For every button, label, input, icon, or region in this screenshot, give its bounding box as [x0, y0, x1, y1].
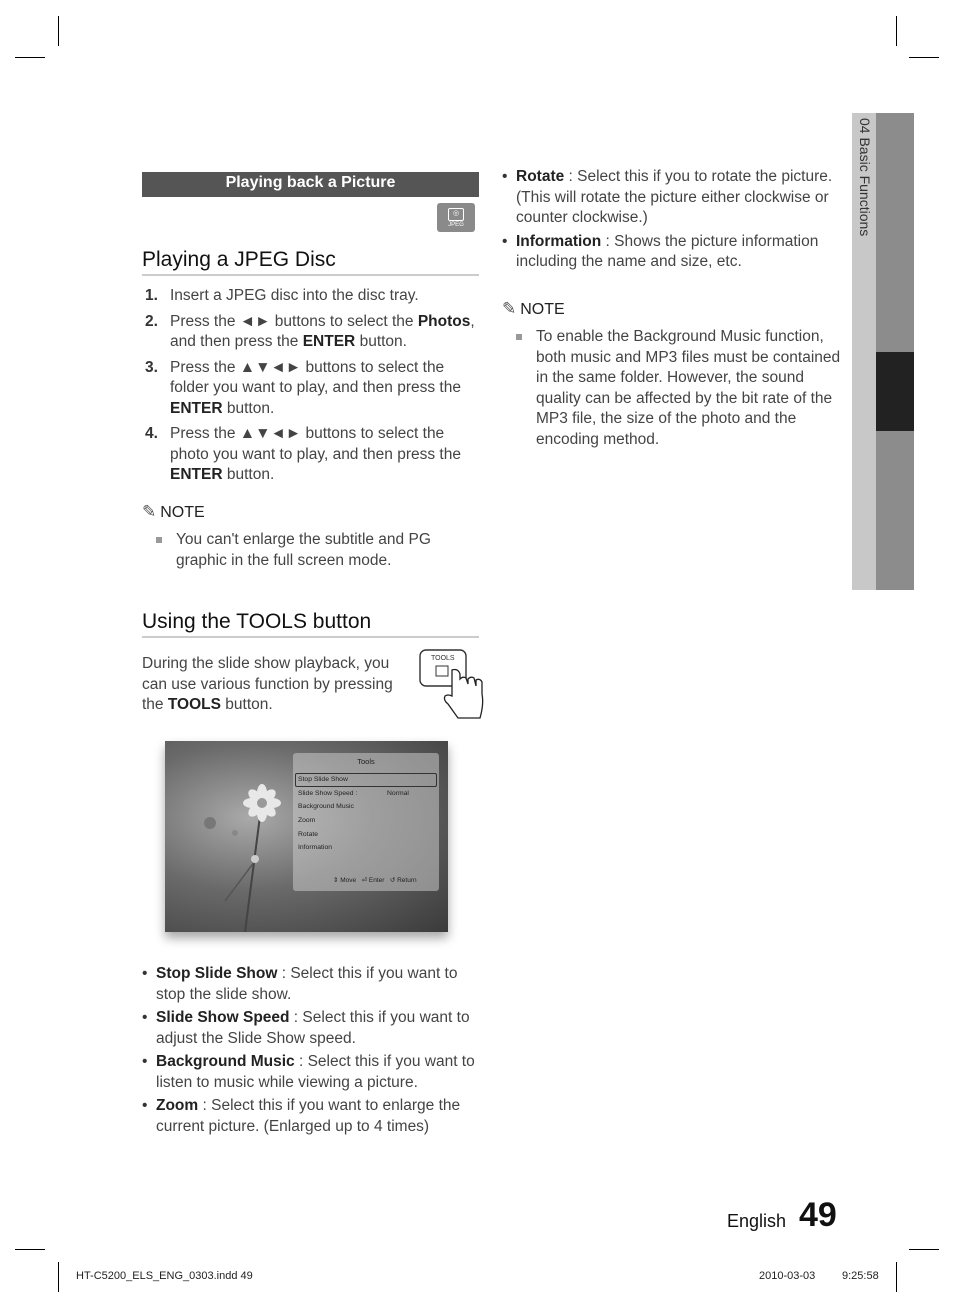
pencil-icon: ✎ [502, 299, 517, 318]
crop-mark [58, 1262, 59, 1292]
list-item: • Background Music : Select this if you want to listen to music while viewing a picture. [142, 1053, 475, 1091]
page-language: English [727, 1211, 787, 1231]
tools-paragraph: During the slide show playback, you can use various function by pressing the TOOLS button. [142, 655, 393, 713]
tools-menu-item[interactable]: Rotate [298, 831, 319, 838]
page-number: 49 [799, 1196, 837, 1234]
square-bullet-icon [516, 334, 522, 340]
list-item: • Slide Show Speed : Select this if you want to adjust the Slide Show speed. [142, 1009, 470, 1047]
note-heading: ✎ NOTE [142, 502, 205, 521]
steps-list [142, 286, 482, 491]
jpeg-badge-label: JPEG [448, 222, 464, 228]
pencil-icon: ✎ [142, 502, 157, 521]
tools-options-list-continued [502, 167, 842, 276]
enter-icon: ⏎ [361, 877, 368, 884]
tools-menu-panel [293, 753, 439, 891]
jpeg-disc-icon: ◎ JPEG [437, 203, 475, 232]
crop-mark [909, 57, 939, 58]
note-item: To enable the Background Music function, both music and MP3 files must be contained in the same folder. However, the sound quality can be affected by the bit rate of the MP3 file, the size of the photo and the encoding method. [536, 327, 844, 450]
tools-button-label: TOOLS [431, 655, 455, 662]
note-heading: ✎ NOTE [502, 299, 565, 318]
list-item: • Information : Shows the picture information including the name and size, etc. [502, 232, 819, 270]
crop-mark [896, 1262, 897, 1292]
heading-tools-button: Using the TOOLS button [142, 610, 479, 638]
footer-date: 2010-03-03 [759, 1270, 816, 1282]
step-item: 3. Press the ▲▼◄► buttons to select the folder you want to play, and then press the ENTER button. [145, 358, 461, 417]
tools-menu-item[interactable]: Background Music [298, 803, 354, 810]
tools-menu-item[interactable]: Stop Slide Show [298, 776, 348, 783]
section-bar: Playing back a Picture [142, 172, 479, 197]
square-bullet-icon [156, 537, 162, 543]
tools-menu-speed-value: Normal [387, 790, 409, 797]
tools-menu-item[interactable]: Information [298, 844, 333, 851]
step-item: 2. Press the ◄► buttons to select the Photos, and then press the ENTER button. [145, 312, 475, 350]
list-item: • Stop Slide Show : Select this if you want to stop the slide show. [142, 965, 458, 1003]
list-item: • Zoom : Select this if you want to enlarge the current picture. (Enlarged up to 4 times) [142, 1097, 461, 1135]
step-item: 4. Press the ▲▼◄► buttons to select the photo you want to play, and then press the ENTER button. [145, 425, 461, 483]
tools-menu-item[interactable]: Slide Show Speed : [298, 790, 358, 797]
tools-menu-title: Tools [357, 757, 375, 766]
note-item: You can't enlarge the subtitle and PG graphic in the full screen mode. [176, 530, 481, 571]
footer-filename: HT-C5200_ELS_ENG_0303.indd 49 [76, 1270, 253, 1282]
tools-button-hand-icon [418, 648, 488, 724]
tools-options-list [142, 964, 482, 1140]
chapter-side-label: 04 Basic Functions [857, 118, 873, 237]
crop-mark [58, 16, 59, 46]
tools-menu-item[interactable]: Zoom [298, 817, 316, 824]
footer-time: 9:25:58 [842, 1270, 879, 1282]
crop-mark [15, 1249, 45, 1250]
tools-menu-screenshot [165, 741, 448, 932]
chapter-side-tab-active [876, 352, 914, 431]
crop-mark [15, 57, 45, 58]
return-icon: ↺ [389, 877, 396, 884]
heading-playing-jpeg: Playing a JPEG Disc [142, 248, 479, 276]
tools-menu-footer: ⇕ Move ⏎ Enter ↺ Return [333, 877, 417, 884]
step-item: 1. Insert a JPEG disc into the disc tray. [145, 287, 419, 304]
crop-mark [896, 16, 897, 46]
crop-mark [909, 1249, 939, 1250]
move-icon: ⇕ [333, 877, 339, 884]
list-item: • Rotate : Select this if you to rotate the picture. (This will rotate the picture either clockwise or counter clockwise.) [502, 168, 833, 226]
